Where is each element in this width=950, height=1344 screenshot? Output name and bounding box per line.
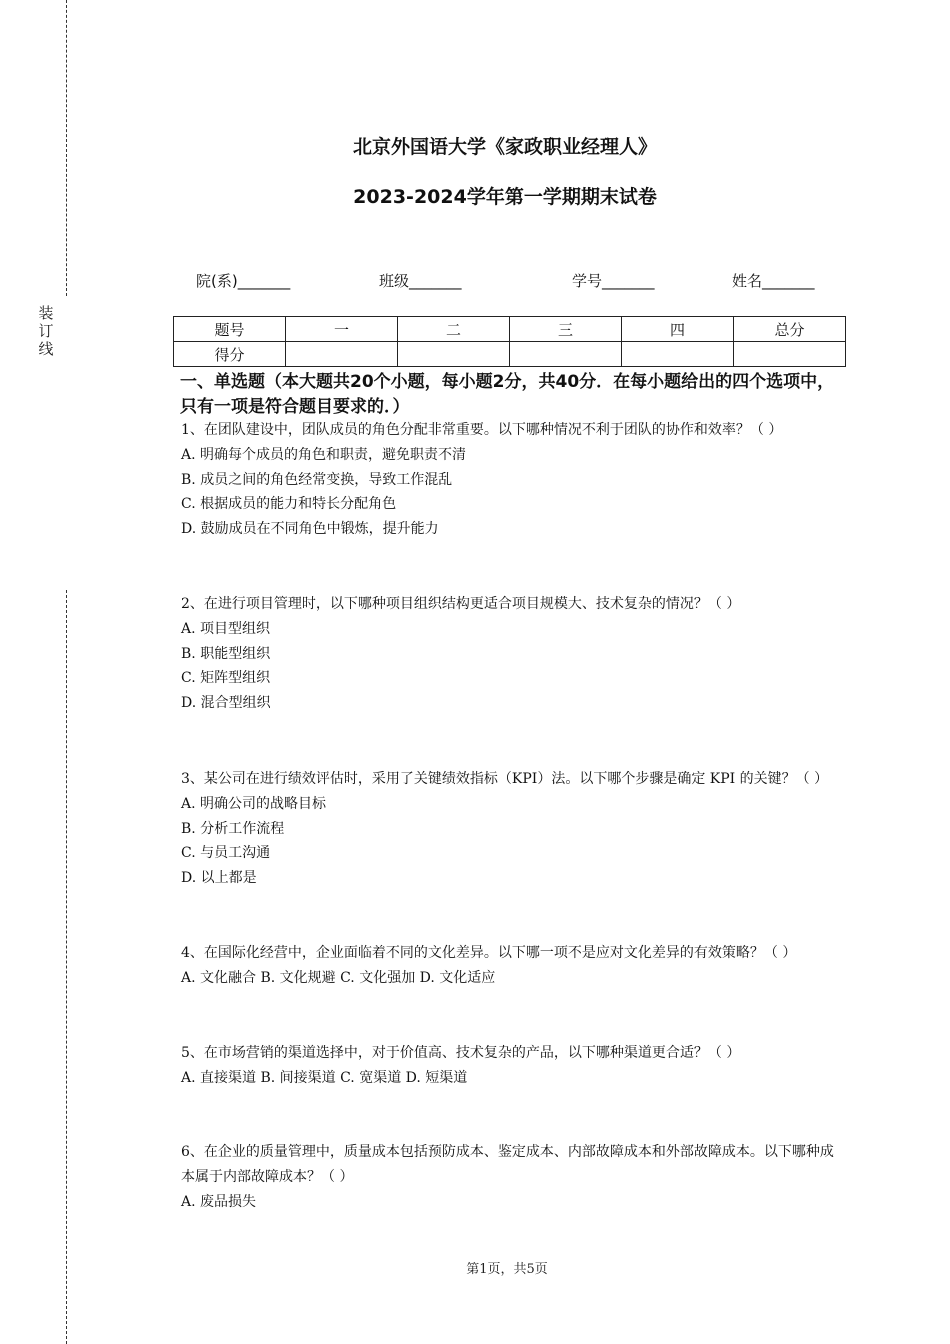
- question-stem: 4、在国际化经营中，企业面临着不同的文化差异。以下哪一项不是应对文化差异的有效策略？（ ）: [181, 945, 797, 961]
- question-option[interactable]: D. 鼓励成员在不同角色中锻炼，提升能力: [181, 521, 439, 538]
- binding-char: 装: [38, 304, 54, 322]
- question-option[interactable]: D. 混合型组织: [181, 695, 271, 712]
- question-option[interactable]: C. 矩阵型组织: [181, 670, 271, 687]
- question-option[interactable]: A. 废品损失: [181, 1193, 257, 1210]
- score-cell[interactable]: [398, 342, 510, 367]
- question-4: [181, 941, 843, 991]
- score-table-header-cell: 四: [622, 317, 734, 342]
- question-option[interactable]: A. 明确每个成员的角色和职责，避免职责不清: [181, 446, 467, 463]
- score-table-header-row: [174, 317, 846, 342]
- binding-label: [38, 304, 54, 358]
- question-5: [181, 1041, 843, 1091]
- page-number: 第1页，共5页: [466, 1262, 548, 1277]
- question-option[interactable]: B. 成员之间的角色经常变换，导致工作混乱: [181, 471, 453, 488]
- question-2: [181, 592, 843, 716]
- question-1: [181, 418, 843, 542]
- section-heading: 一、单选题（本大题共20个小题，每小题2分，共40分．在每小题给出的四个选项中，只有一项是符合题目要求的．）: [180, 372, 835, 417]
- class-field[interactable]: 班级_______: [379, 272, 462, 290]
- score-cell[interactable]: [622, 342, 734, 367]
- question-stem: 1、在团队建设中，团队成员的角色分配非常重要。以下哪种情况不利于团队的协作和效率？（ ）: [181, 422, 783, 438]
- score-cell[interactable]: [734, 342, 846, 367]
- score-table-header-cell: 一: [286, 317, 398, 342]
- student-id-field[interactable]: 学号_______: [572, 272, 655, 290]
- exam-subtitle: 2023-2024学年第一学期期末试卷: [353, 186, 657, 208]
- question-option[interactable]: A. 直接渠道 B. 间接渠道 C. 宽渠道 D. 短渠道: [181, 1069, 468, 1086]
- score-table-header-cell: 总分: [734, 317, 846, 342]
- score-cell[interactable]: [286, 342, 398, 367]
- name-field[interactable]: 姓名_______: [732, 272, 815, 290]
- question-option[interactable]: B. 分析工作流程: [181, 820, 285, 837]
- question-stem: 2、在进行项目管理时，以下哪种项目组织结构更适合项目规模大、技术复杂的情况？（ ）: [181, 596, 741, 612]
- score-table: [173, 316, 846, 367]
- binding-line-bottom: [66, 590, 67, 1344]
- exam-title: 北京外国语大学《家政职业经理人》: [352, 136, 657, 158]
- question-option[interactable]: A. 明确公司的战略目标: [181, 795, 327, 812]
- question-option[interactable]: A. 文化融合 B. 文化规避 C. 文化强加 D. 文化适应: [181, 969, 496, 986]
- score-row-label: 得分: [174, 342, 286, 367]
- student-info-row: [0, 270, 950, 292]
- question-stem: 3、某公司在进行绩效评估时，采用了关键绩效指标（KPI）法。以下哪个步骤是确定 KPI 的关键？（ ）: [181, 771, 829, 787]
- question-6: [181, 1140, 843, 1214]
- question-option[interactable]: C. 根据成员的能力和特长分配角色: [181, 496, 397, 513]
- question-stem: 5、在市场营销的渠道选择中，对于价值高、技术复杂的产品，以下哪种渠道更合适？（ ）: [181, 1045, 741, 1061]
- binding-char: 订: [38, 322, 54, 340]
- question-option[interactable]: C. 与员工沟通: [181, 845, 271, 862]
- department-field[interactable]: 院(系)_______: [196, 272, 291, 290]
- binding-char: 线: [38, 340, 54, 358]
- question-3: [181, 767, 843, 891]
- score-table-score-row: [174, 342, 846, 367]
- question-option[interactable]: A. 项目型组织: [181, 620, 271, 637]
- question-option[interactable]: D. 以上都是: [181, 870, 257, 887]
- score-table-header-cell: 二: [398, 317, 510, 342]
- score-table-header-cell: 题号: [174, 317, 286, 342]
- score-cell[interactable]: [510, 342, 622, 367]
- question-stem: 6、在企业的质量管理中，质量成本包括预防成本、鉴定成本、内部故障成本和外部故障成本。以下哪种成本属于内部故障成本？（ ）: [181, 1144, 834, 1185]
- question-option[interactable]: B. 职能型组织: [181, 645, 271, 662]
- score-table-header-cell: 三: [510, 317, 622, 342]
